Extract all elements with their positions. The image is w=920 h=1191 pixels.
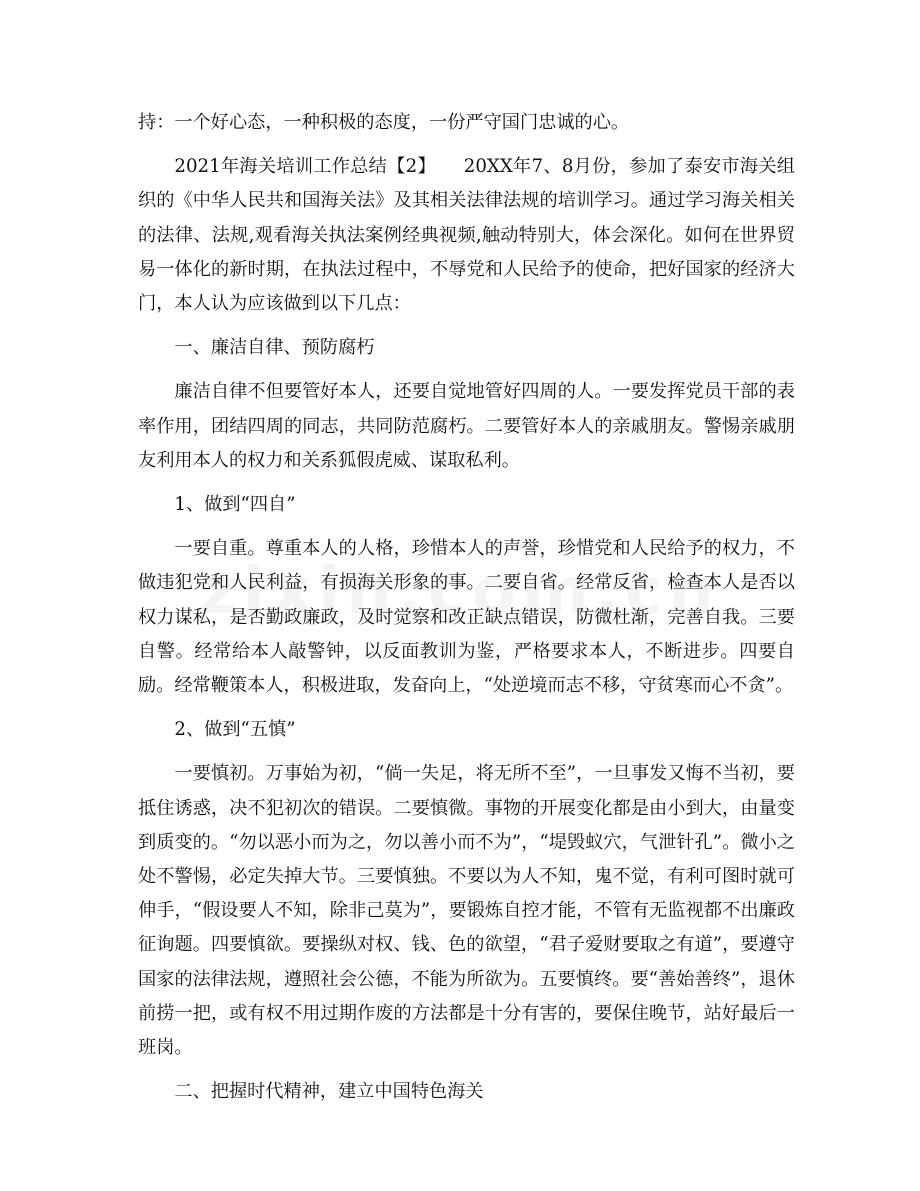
paragraph-five-caution: 一要慎初。万事始为初，“倘一失足，将无所不至”，一旦事发又悔不当初，要抵住诱惑，决不犯初次的错误。二要慎微。事物的开展变化都是由小到大，由量变到质变的。“勿以恶小而为之，勿以善小而不为”，“堤毁蚁穴，气泄针孔”。微小之处不警惕，必定失掉大节。三要慎独。不要以为人不知，鬼不觉，有利可图时就可伸手，“假设要人不知，除非己莫为”，要锻炼自控才能，不管有无监视都不出廉政征询题。四要慎欲。要操纵对权、钱、色的欲望，“君子爱财要取之有道”，要遵守国家的法律法规，遵照社会公德，不能为所欲为。五要慎终。要“善始善终”，退休前捞一把，或有权不用过期作废的方法都是十分有害的，要保住晚节，站好最后一班岗。 xyxy=(138,763,795,1059)
document-body xyxy=(138,106,795,1109)
section-heading-1: 一、廉洁自律、预防腐朽 xyxy=(174,337,375,359)
subheading-four-self: 1、做到“四自” xyxy=(174,494,296,516)
paragraph-continuation: 持：一个好心态，一种积极的态度，一份严守国门忠诚的心。 xyxy=(138,112,630,133)
section-heading-2: 二、把握时代精神，建立中国特色海关 xyxy=(174,1081,484,1103)
paragraph-intro: 2021年海关培训工作总结【2】 20XX年7、8月份，参加了泰安市海关组织的《中华人民共和国海关法》及其相关法律法规的培训学习。通过学习海关相关的法律、法规,观看海关执法案例经典视频,触动特别大，体会深化。如何在世界贸易一体化的新时期，在执法过程中，不辱党和人民给予的使命，把好国家的经济大门，本人认为应该做到以下几点： xyxy=(138,156,795,315)
paragraph-four-self: 一要自重。尊重本人的人格，珍惜本人的声誉，珍惜党和人民给予的权力，不做违犯党和人民利益，有损海关形象的事。二要自省。经常反省，检查本人是否以权力谋私，是否勤政廉政，及时觉察和改正缺点错误，防微杜渐，完善自我。三要自警。经常给本人敲警钟，以反面教训为鉴，严格要求本人，不断进步。四要自励。经常鞭策本人，积极进取，发奋向上，“处逆境而志不移，守贫寒而心不贪”。 xyxy=(138,538,795,697)
subheading-five-caution: 2、做到“五慎” xyxy=(174,719,296,741)
paragraph-self-discipline: 廉洁自律不但要管好本人，还要自觉地管好四周的人。一要发挥党员干部的表率作用，团结四周的同志，共同防范腐朽。二要管好本人的亲戚朋友。警惕亲戚朋友利用本人的权力和关系狐假虎威、谋取私利。 xyxy=(138,381,795,471)
